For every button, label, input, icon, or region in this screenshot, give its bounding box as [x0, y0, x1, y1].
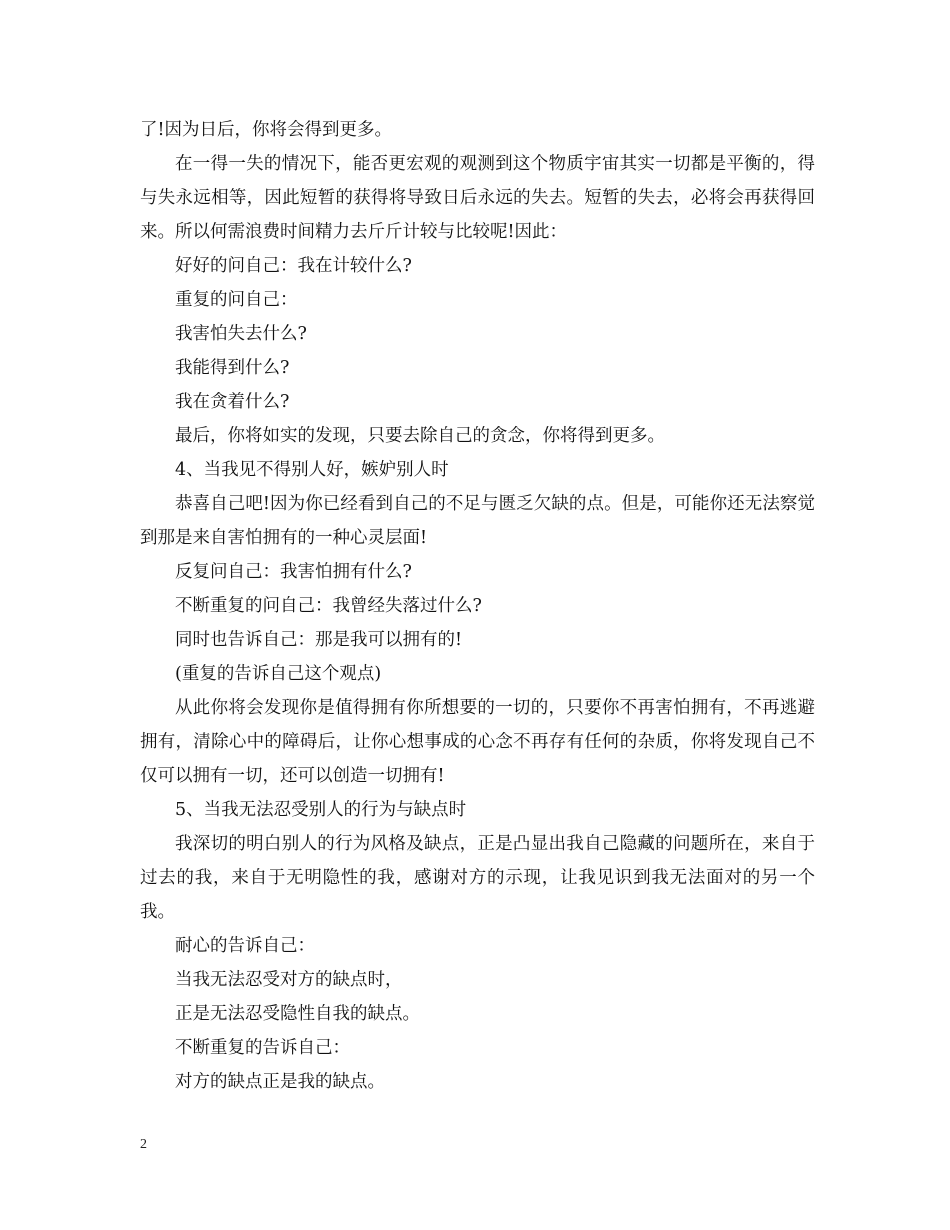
paragraph: 在一得一失的情况下，能否更宏观的观测到这个物质宇宙其实一切都是平衡的，得与失永远相等，因此短暂的获得将导致日后永远的失去。短暂的失去，必将会再获得回来。所以何需浪费时间精力去斤斤计较与比较呢!因此： — [140, 154, 815, 242]
paragraph: 不断重复的问自己：我曾经失落过什么? — [175, 596, 482, 616]
paragraph: 正是无法忍受隐性自我的缺点。 — [175, 1004, 420, 1024]
paragraph: 恭喜自己吧!因为你已经看到自己的不足与匮乏欠缺的点。但是，可能你还无法察觉到那是来自害怕拥有的一种心灵层面! — [140, 494, 815, 548]
paragraph: 耐心的告诉自己： — [175, 936, 315, 956]
paragraph: 我害怕失去什么? — [175, 324, 307, 344]
page-number: 2 — [140, 1137, 147, 1152]
paragraph: 好好的问自己：我在计较什么? — [175, 256, 412, 276]
section-heading: 5、当我无法忍受别人的行为与缺点时 — [175, 800, 467, 820]
paragraph: 不断重复的告诉自己： — [175, 1038, 350, 1058]
document-body — [140, 113, 815, 1099]
paragraph: 重复的问自己： — [175, 290, 298, 310]
paragraph: 从此你将会发现你是值得拥有你所想要的一切的，只要你不再害怕拥有，不再逃避拥有，清除心中的障碍后，让你心想事成的心念不再存有任何的杂质，你将发现自己不仅可以拥有一切，还可以创造一切拥有! — [140, 698, 815, 786]
paragraph: 同时也告诉自己：那是我可以拥有的! — [175, 630, 463, 650]
paragraph: 反复问自己：我害怕拥有什么? — [175, 562, 412, 582]
paragraph: 最后，你将如实的发现，只要去除自己的贪念，你将得到更多。 — [175, 426, 665, 446]
paragraph: (重复的告诉自己这个观点) — [175, 664, 382, 684]
paragraph: 我在贪着什么? — [175, 392, 290, 412]
paragraph: 对方的缺点正是我的缺点。 — [175, 1072, 385, 1092]
section-heading: 4、当我见不得别人好，嫉妒别人时 — [175, 460, 449, 480]
paragraph: 我能得到什么? — [175, 358, 290, 378]
paragraph: 我深切的明白别人的行为风格及缺点，正是凸显出我自己隐藏的问题所在，来自于过去的我，来自于无明隐性的我，感谢对方的示现，让我见识到我无法面对的另一个我。 — [140, 834, 815, 922]
paragraph: 了!因为日后，你将会得到更多。 — [140, 120, 393, 140]
paragraph: 当我无法忍受对方的缺点时， — [175, 970, 403, 990]
